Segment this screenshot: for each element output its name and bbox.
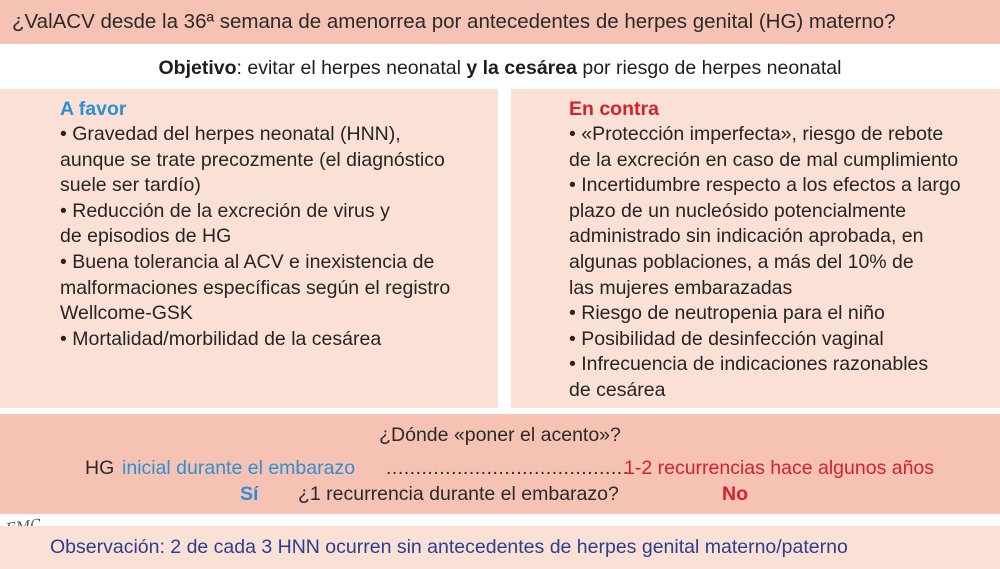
recurrence-question: ¿1 recurrencia durante el embarazo?: [298, 483, 619, 505]
contra-panel: [511, 89, 1000, 408]
favor-line: malformaciones específicas según el registro: [60, 276, 451, 299]
contra-line: • Incertidumbre respecto a los efectos a largo: [569, 174, 961, 197]
favor-line: • Buena tolerancia al ACV e inexistencia de: [60, 250, 435, 273]
objective-line: [0, 47, 1000, 89]
hg-initial-text: inicial durante el embarazo: [122, 457, 356, 479]
contra-line: las mujeres embarazadas: [569, 276, 793, 299]
contra-line: • «Protección imperfecta», riesgo de rebote: [569, 123, 944, 145]
contra-line: de cesárea: [569, 378, 666, 401]
favor-panel: [0, 89, 498, 408]
contra-line: • Posibilidad de desinfección vaginal: [569, 327, 884, 350]
favor-line: aunque se trate precozmente (el diagnóstico: [60, 148, 445, 171]
contra-list: [569, 122, 988, 404]
favor-line: Wellcome-GSK: [60, 302, 193, 325]
favor-heading: A favor: [60, 98, 127, 120]
recurrences-text: 1-2 recurrencias hace algunos años: [624, 457, 935, 479]
contra-line: administrado sin indicación aprobada, en: [569, 225, 924, 248]
accent-title: ¿Dónde «poner el acento»?: [379, 424, 621, 446]
no-label: No: [722, 483, 748, 505]
favor-line: • Mortalidad/morbilidad de la cesárea: [60, 327, 382, 350]
contra-line: • Infrecuencia de indicaciones razonables: [569, 353, 929, 376]
favor-line: suele ser tardío): [60, 174, 201, 197]
objective-text-b: por riesgo de herpes neonatal: [576, 56, 842, 79]
yes-label: Sí: [240, 483, 259, 505]
observation-text: Observación: 2 de cada 3 HNN ocurren sin antecedentes de herpes genital materno/paterno: [50, 536, 848, 558]
dotted-leader: .........................................: [386, 457, 629, 479]
observation-bar: [0, 526, 1000, 569]
hg-label: HG: [85, 457, 115, 479]
contra-line: de la excreción en caso de mal cumplimiento: [569, 148, 959, 171]
favor-list: [60, 122, 486, 352]
objective-bold: y la cesárea: [466, 56, 577, 79]
contra-line: plazo de un nucleósido potencialmente: [569, 199, 907, 222]
objective-label: Objetivo: [158, 56, 237, 79]
favor-line: • Reducción de la excreción de virus y: [60, 199, 390, 222]
favor-line: de episodios de HG: [60, 225, 232, 248]
contra-line: • Riesgo de neutropenia para el niño: [569, 302, 885, 325]
favor-line: • Gravedad del herpes neonatal (HNN),: [60, 123, 401, 145]
contra-heading: En contra: [569, 98, 659, 120]
contra-line: algunas poblaciones, a más del 10% de: [569, 250, 914, 273]
objective-text-a: : evitar el herpes neonatal: [236, 56, 467, 79]
title-bar: [0, 0, 1000, 44]
accent-section: [0, 414, 1000, 514]
page-title: ¿ValACV desde la 36ª semana de amenorrea por antecedentes de herpes genital (HG) materno?: [12, 10, 896, 33]
